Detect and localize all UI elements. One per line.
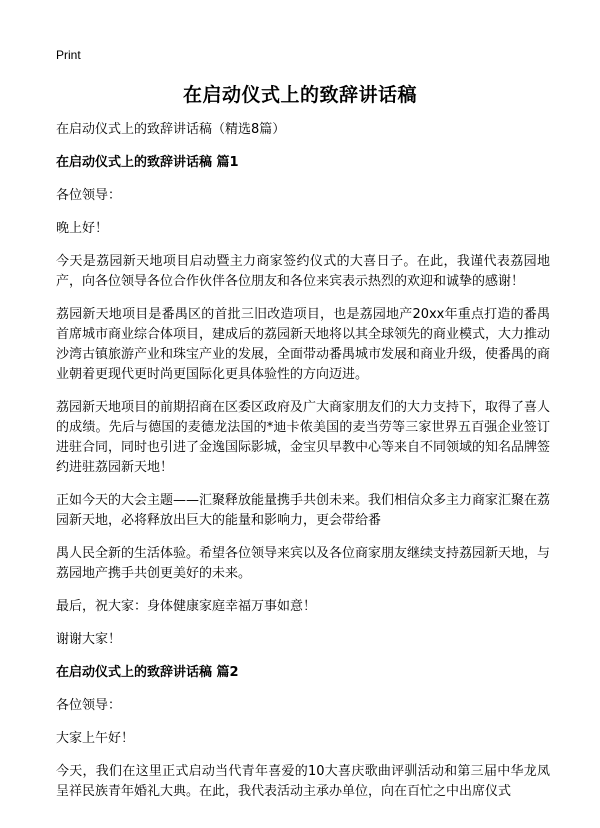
document-title: 在启动仪式上的致辞讲话稿	[182, 84, 417, 106]
document-body	[56, 120, 550, 815]
paragraph: 各位领导：	[56, 698, 122, 713]
section-heading: 在启动仪式上的致辞讲话稿 篇1	[56, 155, 239, 170]
section-heading: 在启动仪式上的致辞讲话稿 篇2	[56, 665, 239, 680]
paragraph: 谢谢大家！	[56, 632, 122, 647]
paragraph: 今天是荔园新天地项目启动暨主力商家签约仪式的大喜日子。在此，我谨代表荔园地产，向各位领导各位合作伙伴各位朋友和各位来宾表示热烈的欢迎和诚挚的感谢！	[56, 254, 550, 289]
paragraph: 荔园新天地项目是番禺区的首批三旧改造项目，也是荔园地产20xx年重点打造的番禺首席城市商业综合体项目，建成后的荔园新天地将以其全球领先的商业模式，大力推动沙湾古镇旅游产业和珠宝产业的发展，全面带动番禺城市发展和商业升级，使番禺的商业朝着更现代更时尚更国际化更具体验性的方向迈进。	[56, 307, 551, 382]
paragraph: 各位领导：	[56, 188, 122, 203]
paragraph: 正如今天的大会主题——汇聚释放能量携手共创未来。我们相信众多主力商家汇聚在荔园新天地，必将释放出巨大的能量和影响力，更会带给番	[56, 493, 551, 528]
paragraph: 最后，祝大家：身体健康家庭幸福万事如意！	[56, 599, 317, 614]
print-link[interactable]: Print	[56, 48, 81, 62]
paragraph: 大家上午好！	[56, 731, 135, 746]
paragraph: 荔园新天地项目的前期招商在区委区政府及广大商家朋友们的大力支持下，取得了喜人的成绩。先后与德国的麦德龙法国的*迪卡侬美国的麦当劳等三家世界五百强企业签订进驻合同，同时也引进了金逸国际影城，金宝贝早教中心等来自不同领域的知名品牌签约进驻荔园新天地！	[56, 400, 551, 475]
paragraph: 今天，我们在这里正式启动当代青年喜爱的10大喜庆歌曲评驯活动和第三届中华龙凤呈祥民族青年婚礼大典。在此，我代表活动主承办单位，向在百忙之中出席仪式	[56, 764, 550, 799]
paragraph: 禺人民全新的生活体验。希望各位领导来宾以及各位商家朋友继续支持荔园新天地，与荔园地产携手共创更美好的未来。	[56, 546, 551, 581]
paragraph: 晚上好！	[56, 221, 109, 236]
document-subtitle: 在启动仪式上的致辞讲话稿（精选8篇）	[56, 122, 286, 137]
